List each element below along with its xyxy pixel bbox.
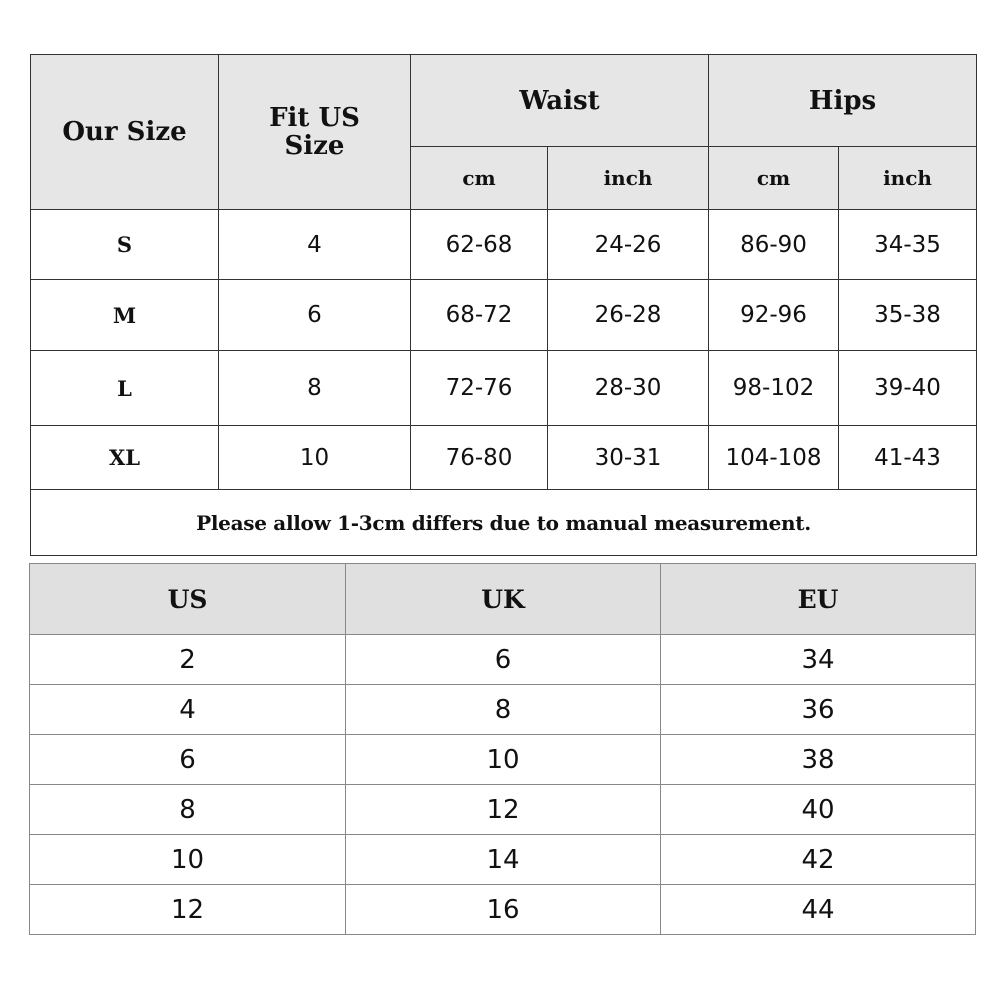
- waist-inch-cell: 28-30: [548, 351, 709, 426]
- table-row: [30, 635, 976, 685]
- eu-cell: 40: [661, 785, 976, 835]
- hips-inch-cell: 41-43: [839, 426, 977, 490]
- our-size-cell: S: [31, 210, 219, 280]
- hips-cm-cell: 98-102: [709, 351, 839, 426]
- hips-inch-header: inch: [839, 147, 977, 210]
- table-row: [30, 735, 976, 785]
- table-row: [31, 426, 977, 490]
- waist-cm-cell: 68-72: [411, 280, 548, 351]
- uk-cell: 12: [346, 785, 661, 835]
- waist-inch-cell: 26-28: [548, 280, 709, 351]
- eu-header: EU: [661, 564, 976, 635]
- hips-header: Hips: [709, 55, 977, 147]
- waist-inch-cell: 24-26: [548, 210, 709, 280]
- us-cell: 10: [30, 835, 346, 885]
- us-cell: 8: [30, 785, 346, 835]
- size-conversion-table: [29, 563, 976, 935]
- us-cell: 12: [30, 885, 346, 935]
- table-row: [30, 685, 976, 735]
- uk-cell: 8: [346, 685, 661, 735]
- uk-cell: 14: [346, 835, 661, 885]
- fit-us-cell: 10: [219, 426, 411, 490]
- waist-cm-cell: 72-76: [411, 351, 548, 426]
- uk-cell: 6: [346, 635, 661, 685]
- eu-cell: 44: [661, 885, 976, 935]
- eu-cell: 38: [661, 735, 976, 785]
- fit-us-cell: 4: [219, 210, 411, 280]
- fit-us-header-line1: Fit US: [269, 103, 360, 133]
- uk-header: UK: [346, 564, 661, 635]
- our-size-cell: XL: [31, 426, 219, 490]
- waist-header: Waist: [411, 55, 709, 147]
- measurement-note: Please allow 1-3cm differs due to manual measurement.: [31, 490, 977, 556]
- waist-inch-cell: 30-31: [548, 426, 709, 490]
- us-header: US: [30, 564, 346, 635]
- our-size-cell: M: [31, 280, 219, 351]
- us-cell: 2: [30, 635, 346, 685]
- table-row: [31, 351, 977, 426]
- hips-inch-cell: 39-40: [839, 351, 977, 426]
- fit-us-cell: 6: [219, 280, 411, 351]
- waist-cm-header: cm: [411, 147, 548, 210]
- hips-cm-cell: 92-96: [709, 280, 839, 351]
- eu-cell: 34: [661, 635, 976, 685]
- table-row: [30, 835, 976, 885]
- our-size-header: Our Size: [31, 55, 219, 210]
- table-row: [31, 280, 977, 351]
- size-chart-table: [30, 54, 977, 556]
- fit-us-size-header: [219, 55, 411, 210]
- table-row: [30, 885, 976, 935]
- waist-inch-header: inch: [548, 147, 709, 210]
- us-cell: 4: [30, 685, 346, 735]
- measurement-note-row: [31, 490, 977, 556]
- hips-cm-cell: 86-90: [709, 210, 839, 280]
- waist-cm-cell: 76-80: [411, 426, 548, 490]
- eu-cell: 36: [661, 685, 976, 735]
- hips-inch-cell: 34-35: [839, 210, 977, 280]
- hips-inch-cell: 35-38: [839, 280, 977, 351]
- our-size-cell: L: [31, 351, 219, 426]
- us-cell: 6: [30, 735, 346, 785]
- fit-us-cell: 8: [219, 351, 411, 426]
- fit-us-header-line2: Size: [284, 131, 345, 161]
- waist-cm-cell: 62-68: [411, 210, 548, 280]
- hips-cm-cell: 104-108: [709, 426, 839, 490]
- eu-cell: 42: [661, 835, 976, 885]
- table-row: [31, 210, 977, 280]
- uk-cell: 10: [346, 735, 661, 785]
- table-row: [30, 785, 976, 835]
- uk-cell: 16: [346, 885, 661, 935]
- hips-cm-header: cm: [709, 147, 839, 210]
